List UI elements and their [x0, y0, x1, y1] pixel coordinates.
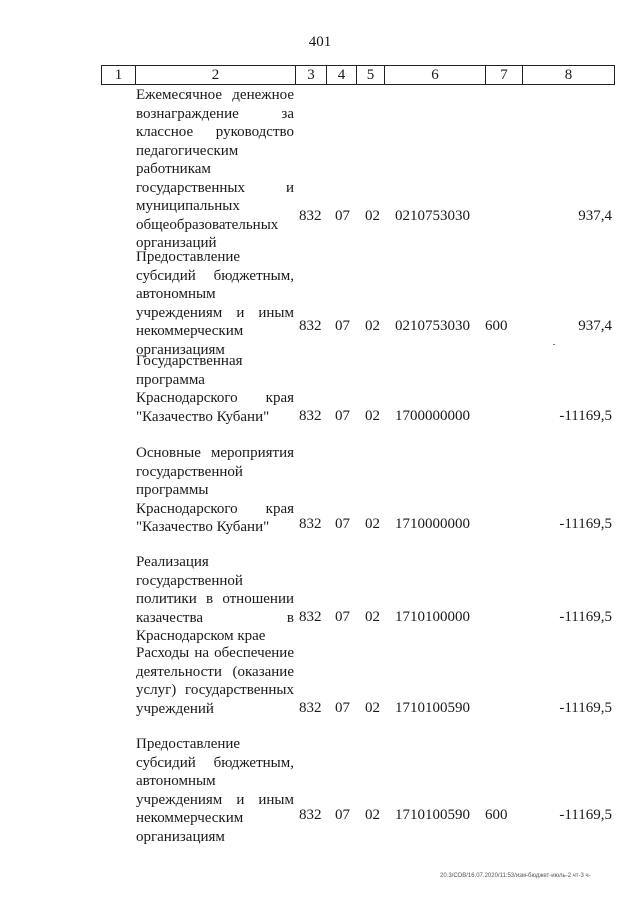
row-col-5: 02 [365, 516, 380, 532]
row-col-3: 832 [299, 408, 322, 424]
row-col-5: 02 [365, 408, 380, 424]
table-row [101, 248, 615, 358]
table-row [101, 553, 615, 644]
scan-speck [553, 344, 555, 345]
row-col-3: 832 [299, 700, 322, 716]
row-col-8: 937,4 [578, 318, 612, 334]
row-col-8: 937,4 [578, 208, 612, 224]
row-col-3: 832 [299, 318, 322, 334]
column-header-6: 6 [385, 66, 486, 84]
row-col-4: 07 [335, 700, 350, 716]
table-header [101, 65, 615, 85]
row-col-4: 07 [335, 807, 350, 823]
row-col-6: 0210753030 [395, 318, 470, 334]
column-header-7: 7 [486, 66, 523, 84]
row-col-4: 07 [335, 609, 350, 625]
row-col-7: 600 [485, 318, 508, 334]
row-col-5: 02 [365, 318, 380, 334]
row-col-8: -11169,5 [559, 516, 612, 532]
row-name: Расходы на обеспечение деятельности (оказание услуг) государственных учреждений [136, 645, 294, 717]
row-col-7: 600 [485, 807, 508, 823]
row-col-5: 02 [365, 807, 380, 823]
row-col-3: 832 [299, 208, 322, 224]
row-col-6: 1710000000 [395, 516, 470, 532]
row-col-6: 1700000000 [395, 408, 470, 424]
page-number: 401 [308, 34, 332, 50]
row-col-5: 02 [365, 700, 380, 716]
footer-stamp: 20.3/СОВ/16.07.2020/11:53/изм-бюджет-июль-2 чт-3 ч- [440, 873, 591, 879]
row-col-6: 1710100590 [395, 807, 470, 823]
column-header-5: 5 [357, 66, 385, 84]
row-col-5: 02 [365, 208, 380, 224]
row-col-8: -11169,5 [559, 700, 612, 716]
column-header-4: 4 [327, 66, 357, 84]
row-col-3: 832 [299, 807, 322, 823]
table-row [101, 86, 615, 251]
row-col-4: 07 [335, 318, 350, 334]
column-header-1: 1 [102, 66, 136, 84]
row-name: Предоставление субсидий бюджетным, автономным учреждениям и иным некоммерческим организациям [136, 249, 294, 358]
row-name: Ежемесячное денежное вознаграждение за классное руководство педагогическим работникам государственных и муниципальных общеобразовательных организаций [136, 87, 294, 251]
row-name: Реализация государственной политики в отношении казачества в Краснодарском крае [136, 554, 294, 644]
table-row [101, 644, 615, 720]
row-col-6: 0210753030 [395, 208, 470, 224]
row-name: Основные мероприятия государственной программы Краснодарского края "Казачество Кубани" [136, 445, 294, 535]
row-col-6: 1710100590 [395, 700, 470, 716]
column-header-8: 8 [564, 67, 573, 83]
row-col-8: -11169,5 [559, 408, 612, 424]
row-col-5: 02 [365, 609, 380, 625]
row-col-4: 07 [335, 516, 350, 532]
row-col-4: 07 [335, 408, 350, 424]
table-row [101, 352, 615, 428]
row-col-8: -11169,5 [559, 609, 612, 625]
row-name: Предоставление субсидий бюджетным, автономным учреждениям и иным некоммерческим организациям [136, 736, 294, 845]
column-header-3: 3 [296, 66, 327, 84]
row-col-8: -11169,5 [559, 807, 612, 823]
row-name: Государственная программа Краснодарского края "Казачество Кубани" [136, 353, 294, 425]
column-header-2: 2 [136, 66, 296, 84]
table-row [101, 444, 615, 538]
table-row [101, 735, 615, 845]
row-col-4: 07 [335, 208, 350, 224]
row-col-3: 832 [299, 516, 322, 532]
row-col-6: 1710100000 [395, 609, 470, 625]
row-col-3: 832 [299, 609, 322, 625]
